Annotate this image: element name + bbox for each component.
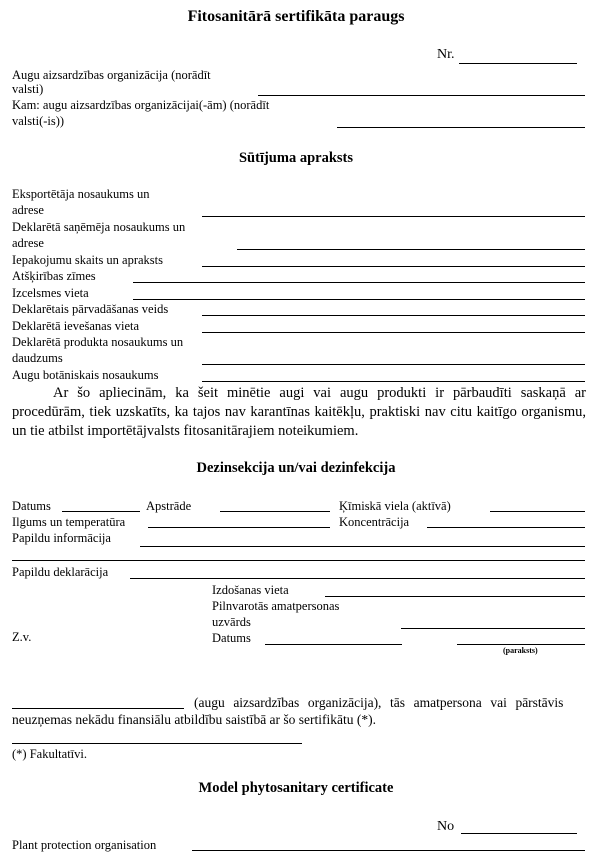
treatment-label: Apstrāde bbox=[146, 499, 192, 513]
entry-point-label: Deklarētā ievešanas vieta bbox=[12, 319, 140, 333]
origin-line bbox=[133, 299, 585, 300]
page-title: Fitosanitārā sertifikāta paraugs bbox=[187, 8, 405, 25]
duration-line bbox=[148, 527, 330, 528]
issue-date-label: Datums bbox=[212, 631, 251, 645]
chemical-line bbox=[490, 511, 585, 512]
exporter-label-1: Eksportētāja nosaukums un bbox=[12, 187, 150, 201]
signature-line bbox=[457, 644, 585, 645]
org-line bbox=[258, 95, 585, 96]
product-label-2: daudzums bbox=[12, 351, 63, 365]
additional-declaration-line bbox=[130, 578, 585, 579]
consignee-label-1: Deklarētā saņēmēja nosaukums un bbox=[12, 220, 186, 234]
to-line bbox=[337, 127, 585, 128]
botanical-line bbox=[202, 381, 585, 382]
exporter-label-2: adrese bbox=[12, 203, 44, 217]
date-label: Datums bbox=[12, 499, 51, 513]
packages-line bbox=[202, 266, 585, 267]
duration-label: Ilgums un temperatūra bbox=[12, 515, 126, 529]
consignment-heading: Sūtījuma apraksts bbox=[238, 150, 353, 166]
treatment-line bbox=[220, 511, 330, 512]
concentration-line bbox=[427, 527, 585, 528]
seal-label: Z.v. bbox=[12, 630, 32, 644]
consignee-label-2: adrese bbox=[12, 236, 44, 250]
issue-date-line bbox=[265, 644, 402, 645]
no-line bbox=[461, 833, 577, 834]
disinfestation-heading: Dezinsekcija un/vai dezinfekcija bbox=[196, 460, 396, 476]
org-label-line1: Augu aizsardzības organizācija (norādīt bbox=[12, 68, 211, 82]
origin-label: Izcelsmes vieta bbox=[12, 286, 89, 300]
liability-line bbox=[12, 708, 184, 709]
number-label: Nr. bbox=[437, 47, 455, 62]
officer-label-1: Pilnvarotās amatpersonas bbox=[212, 599, 340, 613]
botanical-label: Augu botāniskais nosaukums bbox=[12, 368, 159, 382]
footnote: (*) Fakultatīvi. bbox=[12, 747, 87, 761]
number-line bbox=[459, 63, 577, 64]
marks-label: Atšķirības zīmes bbox=[12, 269, 96, 283]
chemical-label: Ķīmiskā viela (aktīvā) bbox=[339, 499, 451, 513]
officer-line bbox=[401, 628, 585, 629]
entry-point-line bbox=[202, 332, 585, 333]
transport-line bbox=[202, 315, 585, 316]
additional-declaration-label: Papildu deklarācija bbox=[12, 565, 109, 579]
marks-line bbox=[133, 282, 585, 283]
liability-text-1: (augu aizsardzības organizācija), tās amatpersona vai pārstāvis bbox=[194, 695, 564, 710]
issue-place-line bbox=[325, 596, 585, 597]
to-label-line2: valsti(-is)) bbox=[12, 114, 65, 128]
certification-paragraph: Ar šo apliecinām, ka šeit minētie augi vai augu produkti ir pārbaudīti saskaņā ar procedūrām, tiek uzskatīts, ka tajos nav karantīnas kaitēkļu, praktiski nav citu kaitīgo organismu, un tie atbilst importētājvalsts fitosanitārajiem noteikumiem. bbox=[12, 385, 586, 439]
blank-line bbox=[12, 560, 585, 561]
consignee-line bbox=[237, 249, 585, 250]
org-label-line2: valsti) bbox=[12, 82, 44, 96]
product-label-1: Deklarētā produkta nosaukums un bbox=[12, 335, 184, 349]
no-label: No bbox=[437, 819, 455, 834]
concentration-label: Koncentrācija bbox=[339, 515, 410, 529]
plant-protection-line bbox=[192, 850, 585, 851]
to-label-line1: Kam: augu aizsardzības organizācijai(-ām) (norādīt bbox=[12, 98, 270, 112]
additional-info-label: Papildu informācija bbox=[12, 531, 111, 545]
signature-label: (paraksts) bbox=[503, 646, 538, 655]
liability-text-2: neuzņemas nekādu finansiālu atbildību saistībā ar šo sertifikātu (*). bbox=[12, 712, 377, 727]
officer-label-2: uzvārds bbox=[212, 615, 251, 629]
transport-label: Deklarētais pārvadāšanas veids bbox=[12, 302, 169, 316]
additional-info-line bbox=[140, 546, 585, 547]
product-line bbox=[202, 364, 585, 365]
exporter-line bbox=[202, 216, 585, 217]
model-title: Model phytosanitary certificate bbox=[198, 780, 394, 796]
plant-protection-label: Plant protection organisation bbox=[12, 838, 157, 852]
date-line bbox=[62, 511, 140, 512]
footnote-line bbox=[12, 743, 302, 744]
packages-label: Iepakojumu skaits un apraksts bbox=[12, 253, 164, 267]
issue-place-label: Izdošanas vieta bbox=[212, 583, 289, 597]
